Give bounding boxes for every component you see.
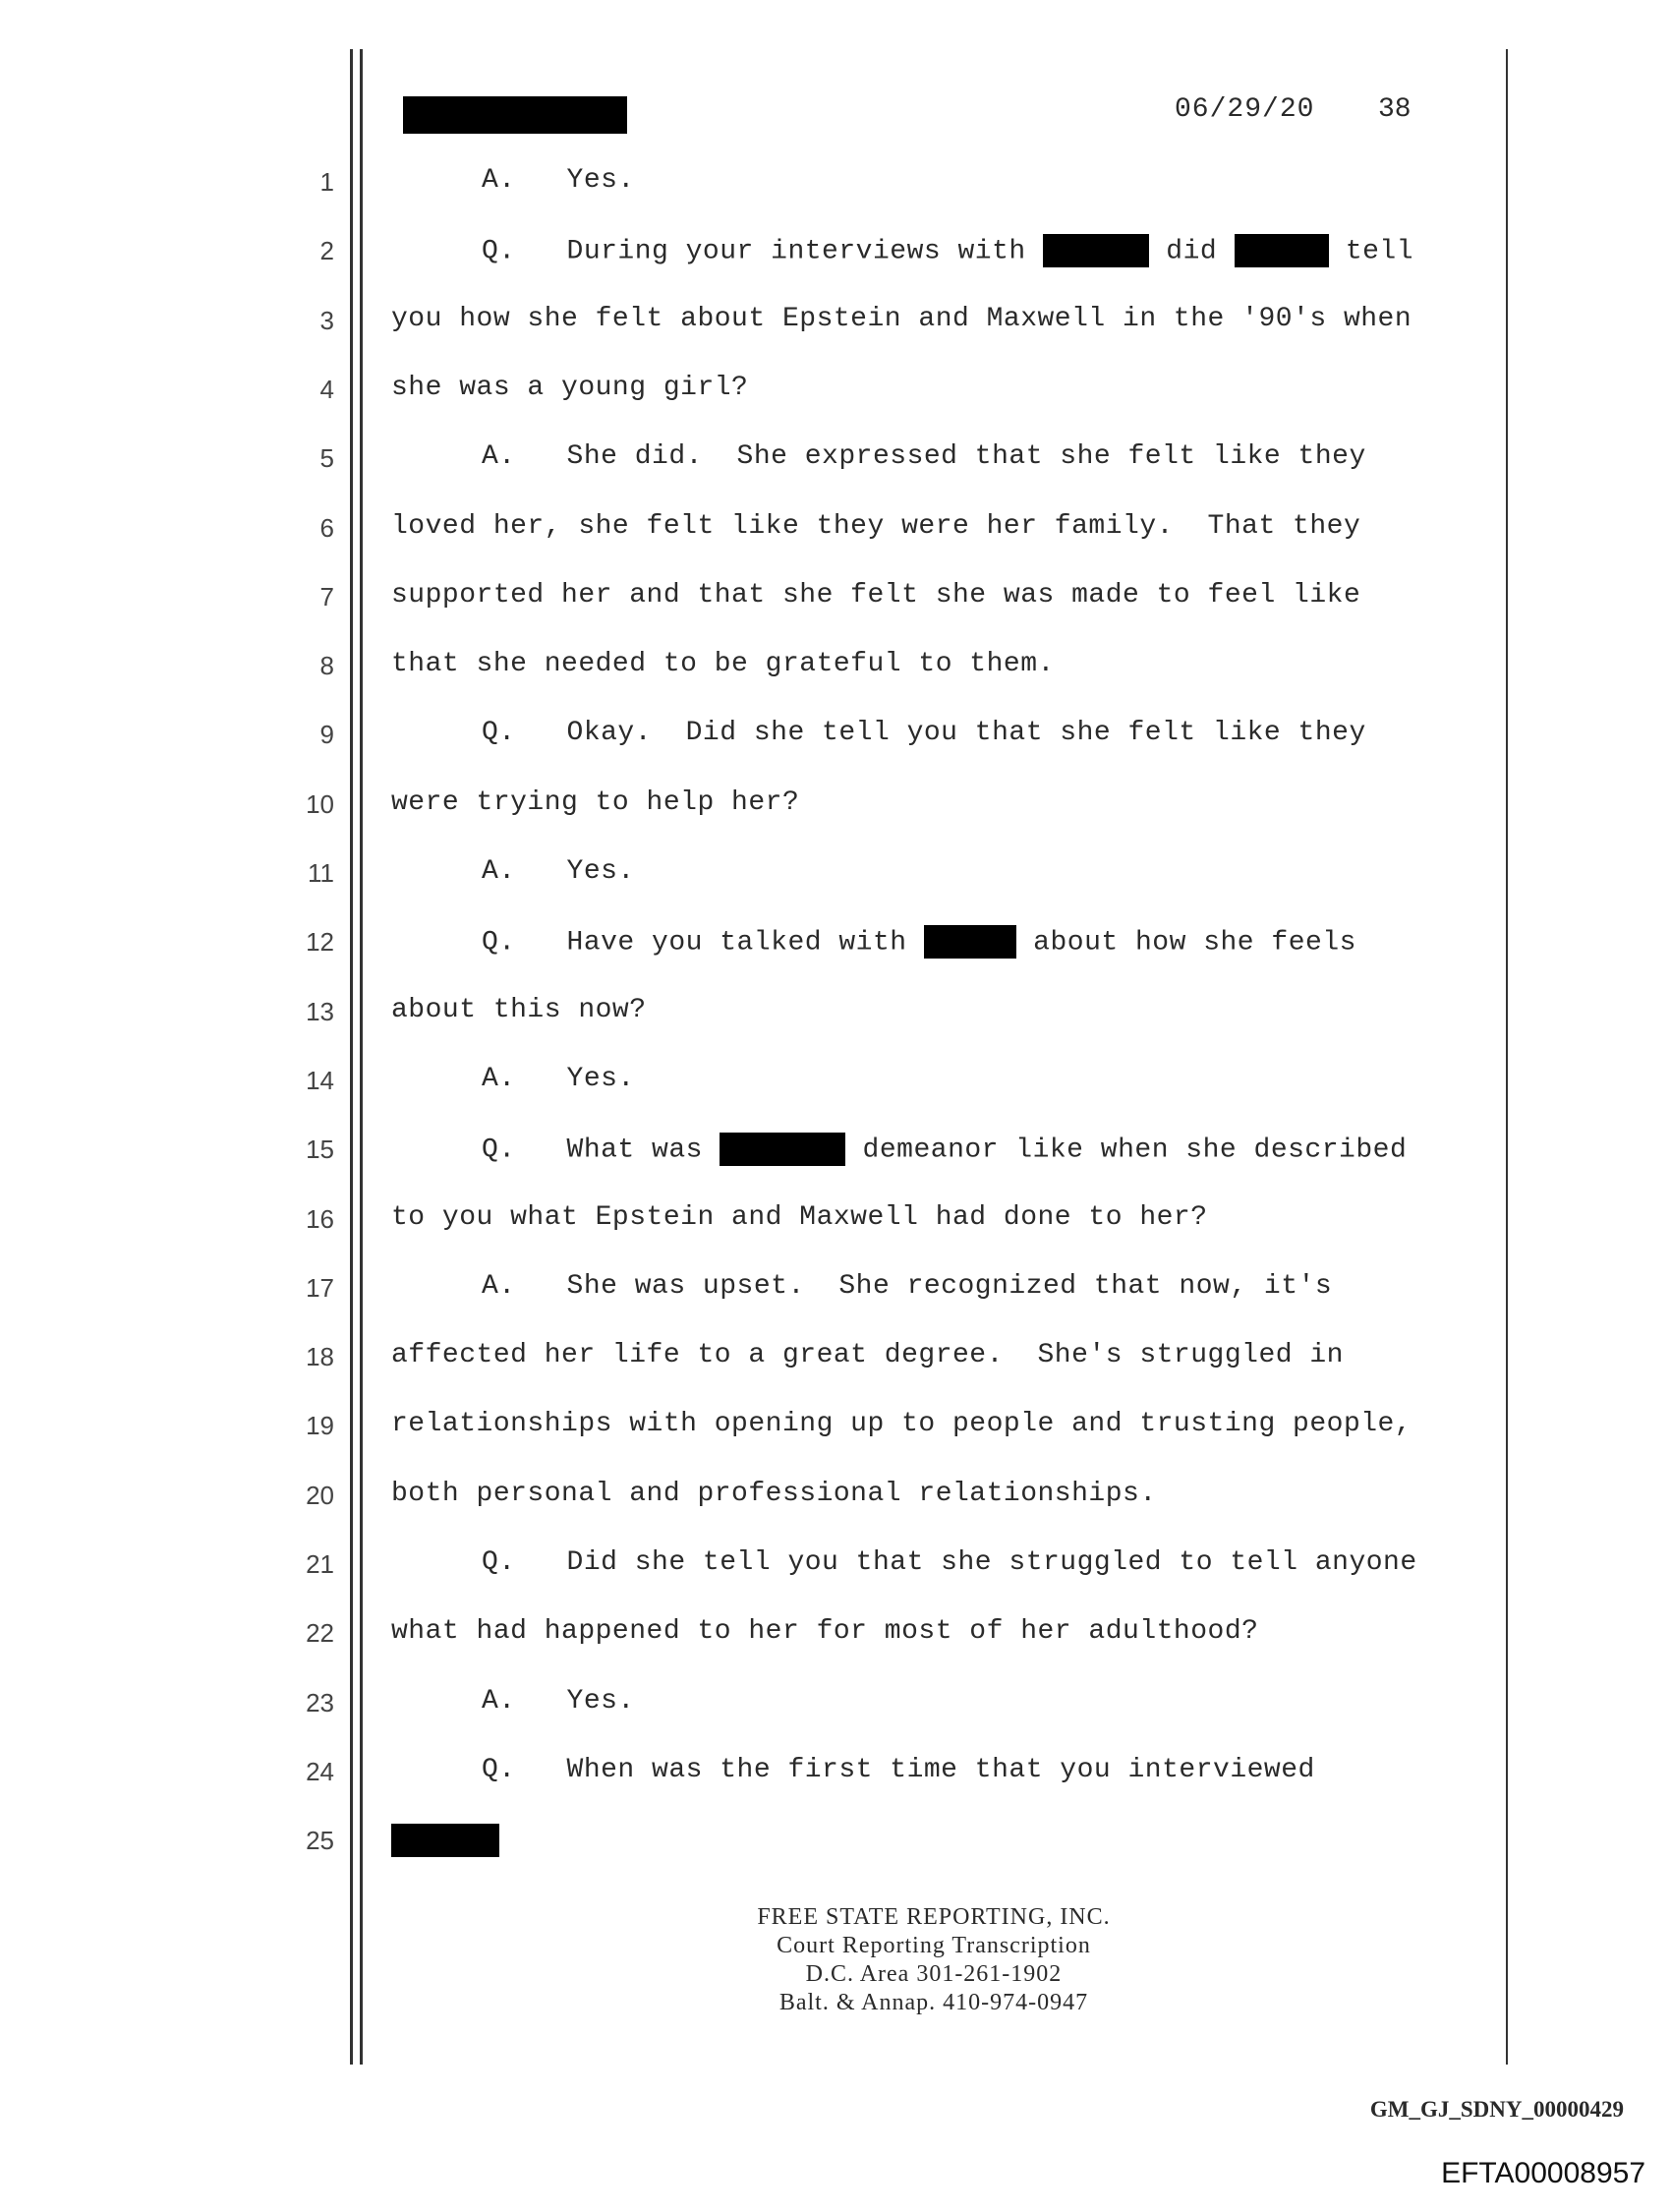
- right-margin-rule: [1506, 49, 1508, 2065]
- transcript-line: [391, 373, 748, 403]
- bates-number: GM_GJ_SDNY_00000429: [1369, 2097, 1624, 2122]
- line-segment: you how she felt about Epstein and Maxwell in the '90's when: [391, 304, 1412, 334]
- line-segment: that she needed to be grateful to them.: [391, 649, 1055, 679]
- line-number: 3: [319, 306, 334, 335]
- line-segment: A. Yes.: [482, 1064, 635, 1094]
- line-segment: Q. Okay. Did she tell you that she felt like they: [482, 718, 1366, 748]
- line-number: 2: [319, 236, 334, 265]
- transcript-line: [482, 1755, 1315, 1785]
- line-number: 1: [319, 167, 334, 197]
- transcript-line: [391, 1616, 1258, 1647]
- transcript-line: [391, 304, 1412, 334]
- transcript-line: [482, 718, 1366, 748]
- footer-dc-phone: D.C. Area 301-261-1902: [805, 1961, 1063, 1987]
- transcript-line: [482, 165, 635, 196]
- footer-company: FREE STATE REPORTING, INC.: [757, 1904, 1111, 1930]
- page-number: 38: [1378, 94, 1412, 125]
- line-segment: were trying to help her?: [391, 787, 800, 818]
- line-number: 10: [306, 789, 334, 819]
- header-date: 06/29/20: [1175, 94, 1315, 125]
- line-segment: she was a young girl?: [391, 373, 749, 403]
- redaction-bar: [1043, 234, 1149, 267]
- transcript-line: [482, 856, 635, 887]
- line-number: 18: [306, 1342, 334, 1371]
- line-number: 25: [306, 1826, 334, 1855]
- line-number: 19: [306, 1411, 334, 1440]
- line-number: 12: [306, 927, 334, 957]
- line-number: 5: [319, 443, 334, 473]
- line-segment: demeanor like when she described: [845, 1135, 1408, 1166]
- line-number: 7: [319, 582, 334, 611]
- transcript-line: [391, 511, 1360, 542]
- line-segment: Q. When was the first time that you interviewed: [482, 1755, 1315, 1785]
- left-margin-rule: [350, 49, 353, 2065]
- line-number: 17: [306, 1273, 334, 1303]
- transcript-line: [391, 1409, 1412, 1439]
- line-number: 21: [306, 1549, 334, 1579]
- line-segment: A. She was upset. She recognized that now, it's: [482, 1271, 1333, 1302]
- header-redaction: [403, 96, 627, 134]
- line-number: 14: [306, 1066, 334, 1095]
- transcript-line: [482, 1064, 635, 1094]
- line-number: 22: [306, 1618, 334, 1648]
- line-segment: supported her and that she felt she was made to feel like: [391, 580, 1361, 611]
- transcript-line: [391, 1202, 1208, 1233]
- transcript-line: [391, 649, 1055, 679]
- line-segment: relationships with opening up to people and trusting people,: [391, 1409, 1412, 1439]
- line-segment: A. Yes.: [482, 856, 635, 887]
- line-number: 15: [306, 1135, 334, 1164]
- line-segment: Q. Have you talked with: [482, 927, 924, 959]
- line-segment: Q. What was: [482, 1135, 720, 1166]
- line-number: 4: [319, 375, 334, 404]
- line-segment: A. Yes.: [482, 165, 635, 196]
- reporter-footer: [0, 1903, 1671, 2017]
- transcript-line: [391, 1824, 499, 1857]
- transcript-line: [482, 1547, 1417, 1578]
- transcript-line: [391, 995, 647, 1025]
- line-number: 11: [308, 858, 334, 888]
- line-segment: loved her, she felt like they were her family. That they: [391, 511, 1361, 542]
- transcript-line: [482, 1271, 1332, 1302]
- line-segment: about this now?: [391, 995, 647, 1025]
- transcript-line: [391, 1479, 1157, 1509]
- line-number: 8: [319, 651, 334, 680]
- line-segment: affected her life to a great degree. She's struggled in: [391, 1340, 1344, 1370]
- line-segment: A. Yes.: [482, 1686, 635, 1717]
- transcript-line: [482, 441, 1366, 472]
- line-segment: Q. Did she tell you that she struggled to tell anyone: [482, 1547, 1417, 1578]
- line-segment: A. She did. She expressed that she felt like they: [482, 441, 1366, 472]
- redaction-bar: [1235, 234, 1329, 267]
- footer-services: Court Reporting Transcription: [777, 1933, 1091, 1958]
- efta-number: EFTA00008957: [1441, 2157, 1645, 2189]
- line-segment: Q. During your interviews with: [482, 236, 1043, 267]
- line-number: 13: [306, 997, 334, 1026]
- line-number: 20: [306, 1481, 334, 1510]
- transcript-line: [482, 1686, 635, 1717]
- transcript-line: [482, 1133, 1407, 1166]
- transcript-line: [482, 234, 1413, 267]
- redaction-bar: [391, 1824, 499, 1857]
- line-number: 23: [306, 1688, 334, 1717]
- line-segment: both personal and professional relationships.: [391, 1479, 1157, 1509]
- line-segment: to you what Epstein and Maxwell had done to her?: [391, 1202, 1208, 1233]
- footer-balt-phone: Balt. & Annap. 410-974-0947: [778, 1990, 1089, 2015]
- line-segment: did: [1149, 236, 1235, 267]
- line-segment: tell: [1328, 236, 1414, 267]
- line-number: 16: [306, 1204, 334, 1234]
- line-number: 9: [319, 720, 334, 749]
- line-segment: what had happened to her for most of her adulthood?: [391, 1616, 1259, 1647]
- left-margin-rule-inner: [360, 49, 363, 2065]
- redaction-bar: [924, 925, 1016, 959]
- line-segment: about how she feels: [1015, 927, 1356, 959]
- transcript-line: [482, 925, 1356, 959]
- transcript-line: [391, 580, 1360, 611]
- line-number: 6: [319, 513, 334, 543]
- transcript-line: [391, 1340, 1344, 1370]
- redaction-bar: [720, 1133, 845, 1166]
- transcript-line: [391, 787, 799, 818]
- line-number: 24: [306, 1757, 334, 1786]
